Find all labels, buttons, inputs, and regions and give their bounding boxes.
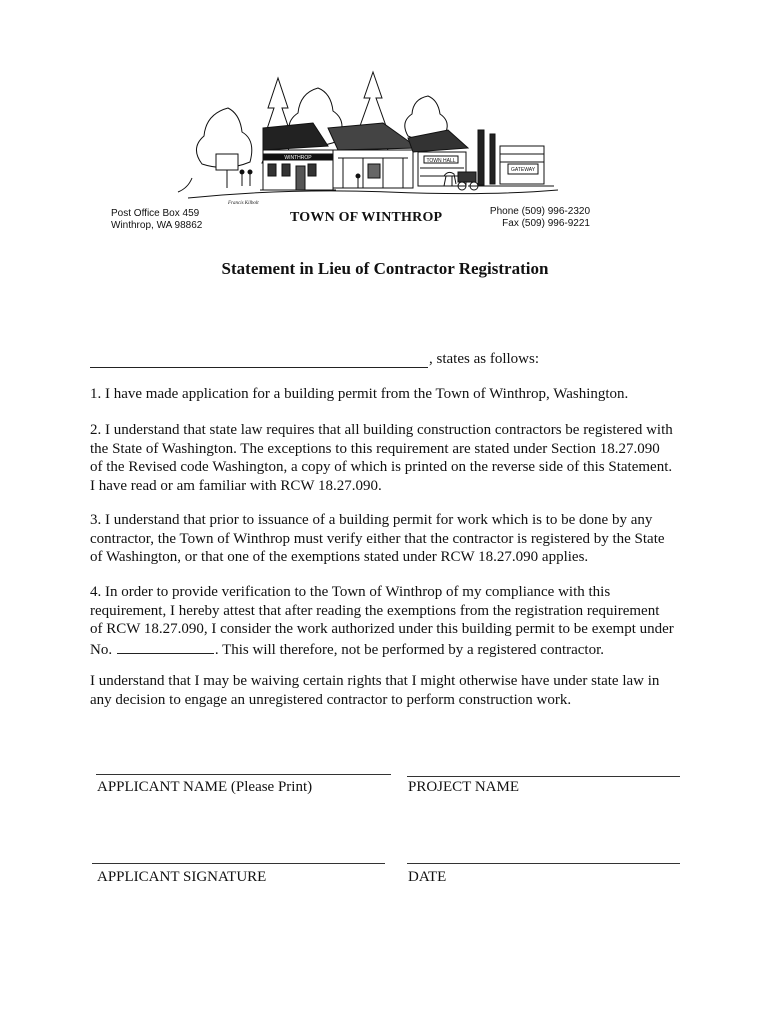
- applicant-name-line[interactable]: [96, 774, 391, 775]
- contact-info: [490, 206, 590, 230]
- logo-sign-winthrop: WINTHROP: [284, 155, 312, 161]
- applicant-statement-line: [90, 351, 539, 368]
- applicant-signature-label: APPLICANT SIGNATURE: [97, 869, 267, 885]
- mailing-address: [111, 208, 202, 232]
- item-4-line: requirement, I hereby attest that after reading the exemptions from the registration requirement: [90, 602, 660, 619]
- states-suffix: , states as follows:: [429, 351, 539, 367]
- logo-sign-gateway: GATEWAY: [510, 167, 536, 173]
- document-title: Statement in Lieu of Contractor Registration: [221, 259, 549, 278]
- applicant-name-label: APPLICANT NAME (Please Print): [97, 779, 313, 795]
- project-name-line[interactable]: [407, 776, 680, 777]
- date-line[interactable]: [407, 863, 680, 864]
- item-3-line: contractor, the Town of Winthrop must verify either that the contractor is registered by the State: [90, 530, 665, 547]
- waiver-paragraph: [90, 672, 690, 709]
- item-2-line: 2. I understand that state law requires that all building construction contractors be registered with: [90, 422, 673, 438]
- item-3-line: 3. I understand that prior to issuance of a building permit for work which is to be done by any: [90, 512, 653, 528]
- logo-sign-town-hall: TOWN HALL: [426, 158, 456, 164]
- item-2-line: of the Revised code Washington, a copy of which is printed on the reverse side of this Statement.: [90, 459, 673, 475]
- applicant-name-blank[interactable]: [90, 353, 428, 368]
- item-2: [90, 421, 690, 495]
- item-2-line: I have read or am familiar with RCW 18.27.090.: [90, 477, 382, 494]
- town-name: TOWN OF WINTHROP: [290, 210, 443, 225]
- item-4-line: of RCW 18.27.090, I consider the work authorized under this building permit to be exempt under: [90, 621, 674, 637]
- address-line-1: Post Office Box 459: [111, 208, 200, 219]
- item-2-line: the State of Washington. The exceptions to this requirement are stated under Section 18.27.090: [90, 440, 660, 457]
- item-3: [90, 511, 690, 567]
- waiver-line: any decision to engage an unregistered contractor to perform construction work.: [90, 691, 572, 708]
- item-3-line: of Washington, or that one of the exemptions stated under RCW 18.27.090 applies.: [90, 549, 589, 565]
- address-line-2: Winthrop, WA 98862: [111, 220, 203, 231]
- fax-number: Fax (509) 996-9221: [502, 218, 590, 229]
- item-1: 1. I have made application for a building permit from the Town of Winthrop, Washington.: [90, 386, 629, 402]
- logo-artist-signature: Francis Kilbolt: [228, 201, 259, 206]
- applicant-signature-line[interactable]: [92, 863, 385, 864]
- item-4-line: 4. In order to provide verification to the Town of Winthrop of my compliance with this: [90, 584, 611, 600]
- phone-number: Phone (509) 996-2320: [489, 206, 590, 217]
- town-logo-illustration: [168, 68, 558, 208]
- date-label: DATE: [408, 869, 447, 885]
- project-name-label: PROJECT NAME: [408, 779, 519, 795]
- item-4-no-prefix: No.: [90, 641, 113, 658]
- exemption-number-blank[interactable]: [117, 639, 214, 654]
- item-4-no-suffix: . This will therefore, not be performed by a registered contractor.: [214, 641, 605, 658]
- item-4: [90, 583, 690, 659]
- waiver-line: I understand that I may be waiving certain rights that I might otherwise have under state law in: [90, 673, 660, 689]
